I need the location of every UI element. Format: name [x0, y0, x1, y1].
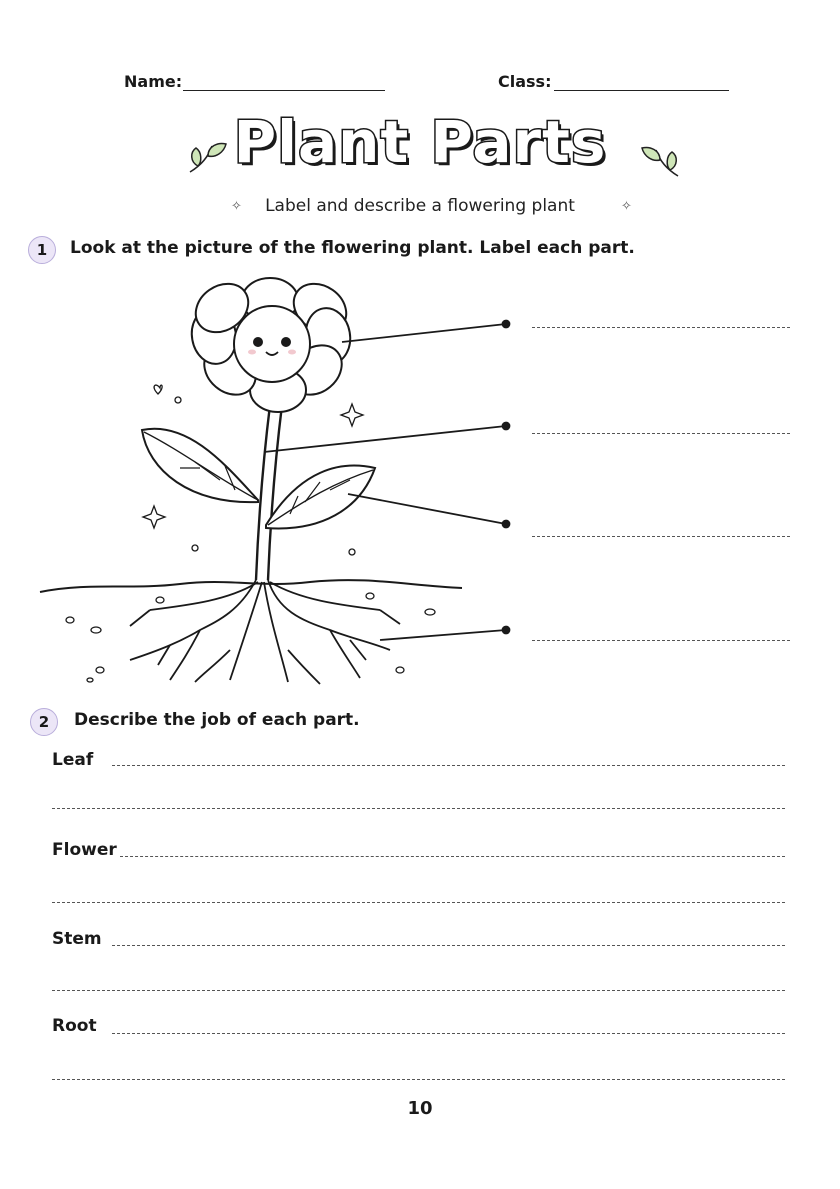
- answer-line-root[interactable]: [112, 1033, 785, 1034]
- name-label: Name:: [124, 72, 183, 91]
- answer-line-leaf[interactable]: [112, 765, 785, 766]
- sparkle-icon: ✧: [621, 199, 632, 214]
- label-line-root[interactable]: [532, 640, 790, 641]
- question-2-badge: 2: [30, 708, 58, 736]
- class-line[interactable]: [554, 90, 729, 91]
- sparkle-icon: ✧: [231, 199, 242, 214]
- question-1-text: Look at the picture of the flowering plant. Label each part.: [70, 238, 635, 258]
- row-label-root: Root: [52, 1016, 97, 1036]
- answer-line-flower-2[interactable]: [52, 902, 785, 903]
- label-line-flower[interactable]: [532, 327, 790, 328]
- answer-line-root-2[interactable]: [52, 1079, 785, 1080]
- page-subtitle: Label and describe a flowering plant: [265, 196, 575, 216]
- question-2-text: Describe the job of each part.: [74, 710, 360, 730]
- label-line-leaf[interactable]: [532, 536, 790, 537]
- plant-diagram: [30, 270, 810, 700]
- page-title: Plant Parts: [233, 108, 607, 176]
- answer-line-leaf-2[interactable]: [52, 808, 785, 809]
- label-line-stem[interactable]: [532, 433, 790, 434]
- row-label-stem: Stem: [52, 929, 102, 949]
- answer-line-stem-2[interactable]: [52, 990, 785, 991]
- question-1-badge: 1: [28, 236, 56, 264]
- class-label: Class:: [498, 72, 552, 91]
- answer-line-stem[interactable]: [112, 945, 785, 946]
- answer-line-flower[interactable]: [120, 856, 785, 857]
- row-label-flower: Flower: [52, 840, 117, 860]
- row-label-leaf: Leaf: [52, 750, 94, 770]
- page-number: 10: [407, 1098, 433, 1119]
- name-line[interactable]: [183, 90, 385, 91]
